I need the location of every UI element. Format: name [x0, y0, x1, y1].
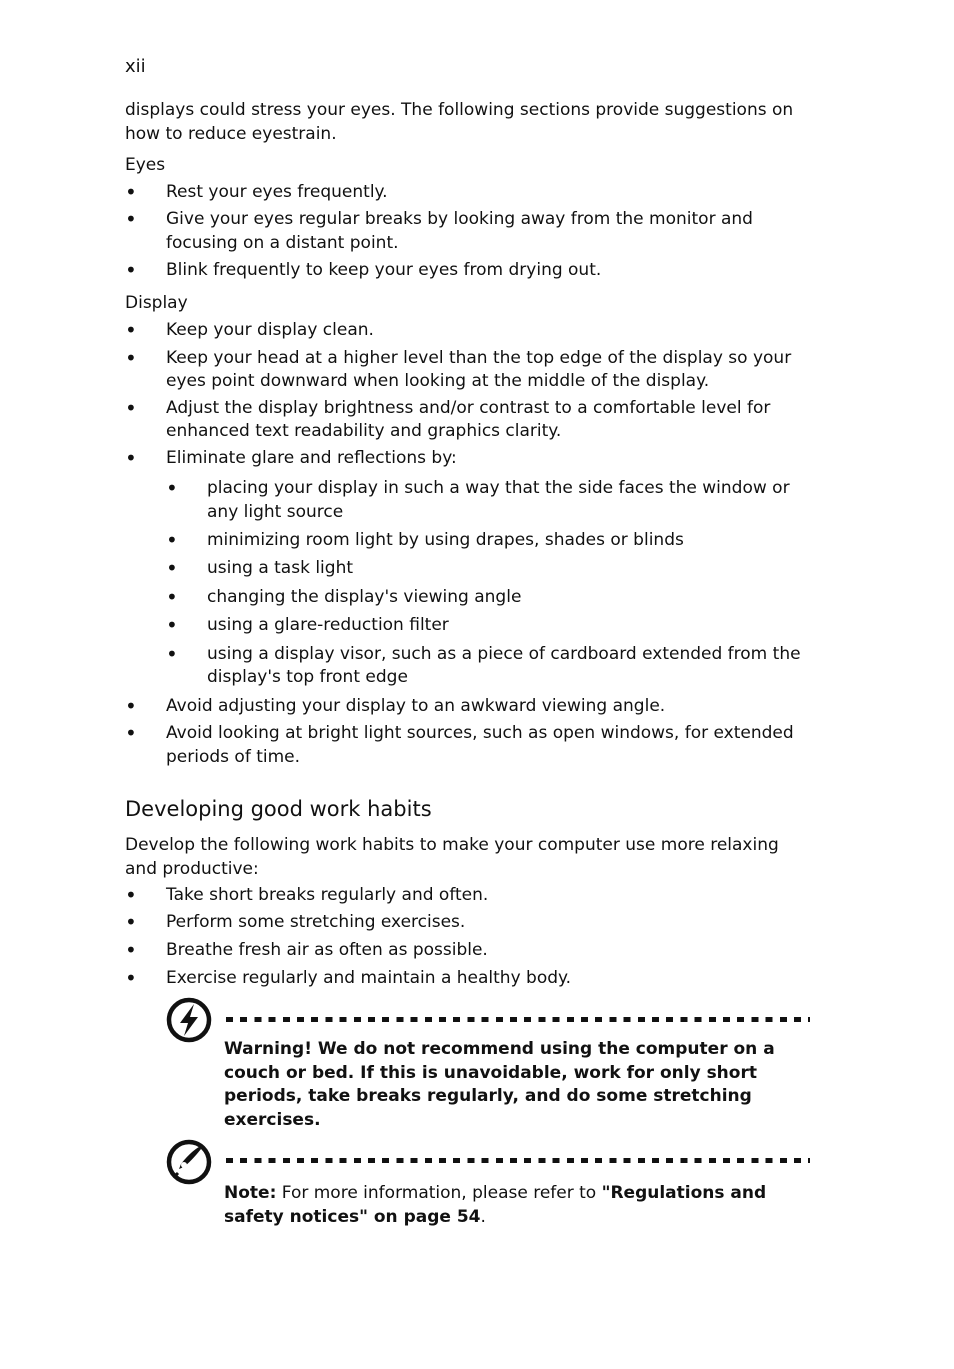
eyes-label: Eyes	[125, 155, 166, 175]
list-item: • placing your display in such a way that the side faces the window or any light source	[166, 477, 816, 524]
intro-paragraph: displays could stress your eyes. The following sections provide suggestions on how to reduce eyestrain.	[125, 100, 794, 144]
note-reference-link[interactable]: "Regulations and safety notices" on page 54	[224, 1183, 767, 1227]
note-pen-icon	[165, 1138, 213, 1186]
list-item: • Perform some stretching exercises.	[125, 911, 815, 935]
list-item: • using a glare-reduction filter	[166, 614, 816, 638]
habits-list	[125, 884, 815, 991]
list-item: • Rest your eyes frequently.	[125, 181, 815, 205]
list-item: • using a task light	[166, 557, 816, 581]
list-item: • Breathe fresh air as often as possible.	[125, 939, 815, 963]
habits-intro: Develop the following work habits to make your computer use more relaxing and productive:	[125, 835, 779, 879]
list-item: • Avoid looking at bright light sources, such as open windows, for extended periods of time.	[125, 722, 815, 769]
section-heading: Developing good work habits	[125, 797, 432, 821]
display-label: Display	[125, 293, 188, 313]
display-list	[125, 319, 815, 471]
display-list-continued	[125, 695, 815, 769]
page-number: xii	[125, 56, 146, 77]
list-item: • Keep your display clean.	[125, 319, 815, 343]
list-item: • Avoid adjusting your display to an awkward viewing angle.	[125, 695, 815, 719]
list-item: • minimizing room light by using drapes, shades or blinds	[166, 529, 816, 553]
glare-sub-list	[166, 477, 816, 690]
list-item: • Take short breaks regularly and often.	[125, 884, 815, 908]
list-item: • Adjust the display brightness and/or contrast to a comfortable level for enhanced text readability and graphics clarity.	[125, 397, 815, 444]
list-item: • Exercise regularly and maintain a healthy body.	[125, 967, 815, 991]
note-divider	[226, 1158, 810, 1163]
list-item: • Give your eyes regular breaks by looking away from the monitor and focusing on a distant point.	[125, 208, 815, 255]
list-item: • Blink frequently to keep your eyes from drying out.	[125, 259, 815, 283]
warning-text: Warning! We do not recommend using the computer on a couch or bed. If this is unavoidable, work for only short periods, take breaks regularly, and do some stretching exercises.	[224, 1039, 775, 1130]
note-end: .	[480, 1206, 486, 1227]
list-item: • using a display visor, such as a piece of cardboard extended from the display's top front edge	[166, 643, 816, 690]
list-item: • changing the display's viewing angle	[166, 586, 816, 610]
eyes-list	[125, 181, 815, 282]
list-item: • Eliminate glare and reflections by:	[125, 447, 815, 471]
list-item: • Keep your head at a higher level than the top edge of the display so your eyes point downward when looking at the middle of the display.	[125, 347, 815, 394]
note-text	[224, 1182, 804, 1229]
warning-divider	[226, 1017, 810, 1022]
note-label: Note:	[224, 1183, 277, 1203]
note-body: For more information, please refer to	[276, 1183, 602, 1203]
warning-bolt-icon	[165, 996, 213, 1044]
